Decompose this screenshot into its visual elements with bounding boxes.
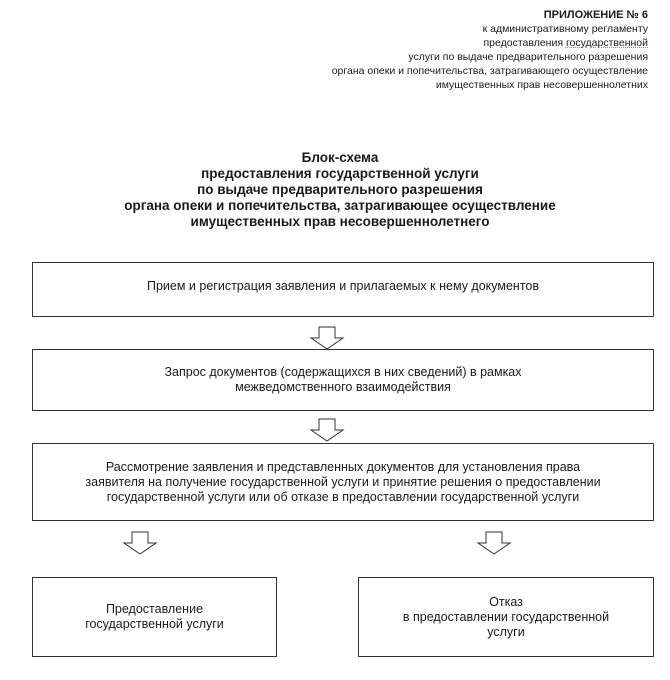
down-arrow-icon	[309, 326, 345, 350]
down-arrow-icon	[309, 418, 345, 442]
down-arrow-icon	[122, 531, 158, 555]
title-line: по выдаче предварительного разрешения	[197, 182, 483, 197]
appendix-line: к административному регламенту	[482, 23, 648, 35]
step-text: услуги	[487, 624, 525, 639]
down-arrow-icon	[476, 531, 512, 555]
appendix-line: услуги по выдаче предварительного разрешения	[408, 51, 648, 63]
step-text: Отказ	[489, 594, 523, 609]
appendix-line-part-underlined: государственной	[565, 37, 648, 49]
step-text-group	[85, 602, 224, 632]
step-text: Прием и регистрация заявления и прилагаемых к нему документов	[146, 279, 540, 293]
step-review-decision-box	[32, 443, 654, 521]
step-text: Предоставление	[105, 602, 204, 616]
title-line: органа опеки и попечительства, затрагивающее осуществление	[124, 198, 556, 213]
title-line: Блок-схема	[301, 150, 379, 165]
step-text: межведомственного взаимодействия	[235, 380, 451, 394]
step-text-group	[85, 460, 600, 505]
step-text: заявителя на получение государственной услуги и принятие решения о предоставлении	[85, 474, 601, 489]
title-line: предоставления государственной услуги	[201, 166, 479, 181]
outcome-refusal-box	[358, 577, 654, 657]
step-request-documents-box	[32, 349, 654, 411]
flowchart-title	[60, 150, 620, 230]
title-line: имущественных прав несовершеннолетнего	[190, 214, 490, 229]
appendix-header	[228, 8, 648, 92]
step-registration-box	[32, 262, 654, 317]
appendix-line	[228, 36, 648, 50]
appendix-line-part: предоставления	[483, 37, 566, 49]
appendix-line: органа опеки и попечительства, затрагивающего осуществление	[331, 65, 648, 77]
step-text: государственной услуги или об отказе в предоставлении государственной услуги	[106, 489, 580, 504]
step-text: в предоставлении государственной	[402, 609, 610, 624]
appendix-line: имущественных прав несовершеннолетних	[435, 79, 648, 91]
step-text-group	[164, 365, 521, 395]
step-text: государственной услуги	[85, 617, 224, 631]
step-text: Рассмотрение заявления и представленных документов для установления права	[105, 459, 581, 474]
outcome-grant-box	[32, 577, 277, 657]
step-text-group	[403, 595, 609, 640]
appendix-heading: ПРИЛОЖЕНИЕ № 6	[543, 9, 648, 21]
step-text: Запрос документов (содержащихся в них сведений) в рамках	[164, 365, 522, 379]
